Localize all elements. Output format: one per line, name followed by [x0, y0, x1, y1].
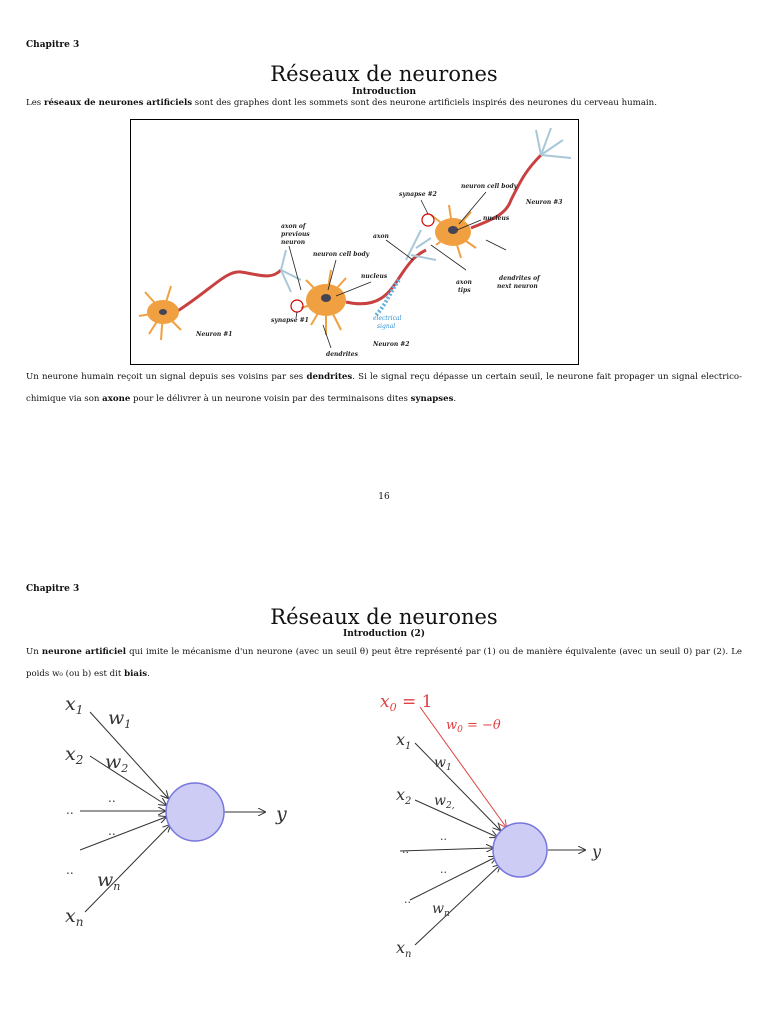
axon-tips-neuron1: [281, 250, 301, 292]
label-axon-tips-2: tips: [458, 287, 471, 294]
intro-text: Les: [26, 98, 44, 108]
neuron-node-1: [166, 783, 224, 841]
ellipsis-2: ..: [66, 803, 74, 817]
biological-neuron-illustration: [131, 120, 578, 364]
neuron-node-2: [493, 823, 547, 877]
artificial-neuron-paragraph: [26, 641, 742, 685]
label-nucleus-2: nucleus: [361, 273, 388, 280]
intro-paragraph: [26, 92, 742, 114]
ellipsis-1: ..: [108, 791, 116, 805]
ellipsis-3: ..: [108, 824, 116, 838]
ellipsis-2c: ..: [440, 863, 447, 876]
nucleus-neuron2: [321, 294, 331, 302]
label-axon-prev-3: neuron: [281, 239, 306, 246]
ellipsis-2d: ..: [404, 893, 411, 906]
intro-text-end: sont des graphes dont les sommets sont des neurone artificiels inspirés des neurones du cerveau humain.: [192, 98, 657, 108]
chapter-label-2: Chapitre 3: [26, 584, 80, 594]
perceptron-diagram-2: [360, 685, 650, 965]
label-nucleus-3: nucleus: [483, 215, 510, 222]
label-axon-tips-1: axon: [456, 279, 472, 286]
input-x2: $x_2$: [65, 743, 84, 767]
input-x1: $x_1$: [65, 693, 84, 717]
page-title: Réseaux de neurones: [270, 62, 498, 86]
ellipsis-2b: ..: [402, 843, 409, 856]
synapse2-marker: [422, 214, 434, 226]
p3-text-1: Un: [26, 647, 42, 657]
label-dendrites: dendrites: [326, 351, 358, 358]
term-dendrites: dendrites: [306, 372, 353, 382]
term-axone: axone: [102, 394, 131, 404]
chapter-label: Chapitre 3: [26, 40, 80, 50]
section-subtitle: Introduction: [351, 87, 417, 97]
input-xn: $x_n$: [65, 905, 84, 929]
perceptron-diagram-1: [40, 690, 340, 940]
ellipsis-2a: ..: [440, 830, 447, 843]
input-xn-2: $x_n$: [396, 938, 412, 960]
label-axon-prev-2: previous: [281, 231, 310, 238]
weight-w1: $w_1$: [108, 707, 132, 731]
page-title-2: Réseaux de neurones: [270, 605, 498, 629]
axon-neuron1: [176, 270, 281, 312]
label-axon: axon: [373, 233, 389, 240]
p2-text-3: pour le délivrer à un neurone voisin par des terminaisons dites: [130, 394, 411, 404]
term-synapses: synapses: [410, 394, 454, 404]
p2-text-2: . Si le signal reçu dépasse un certain seuil, le neurone fait propager un signal electrico-chimique via son: [26, 372, 742, 404]
label-synapse1: synapse #1: [271, 317, 309, 324]
term-biais: biais: [124, 669, 148, 679]
page-number: 16: [378, 492, 390, 502]
p3-text-2: qui imite le mécanisme d'un neurone (avec un seuil θ) peut être représenté par (1) ou de manière équivalente (avec un seuil 0) par (2). Le poids w₀ (ou b) est dit: [26, 647, 742, 679]
input-x2-2: $x_2$: [396, 785, 412, 807]
p3-text-end: .: [147, 669, 150, 679]
bias-weight-w0: $w_0 = -\theta$: [446, 718, 501, 735]
ellipsis-4: ..: [66, 863, 74, 877]
term-neurone-artificiel: neurone artificiel: [41, 647, 127, 657]
nucleus-neuron3: [448, 226, 458, 234]
output-y-2: y: [592, 842, 602, 861]
input-edges-2: [400, 743, 585, 945]
p2-text-1: Un neurone humain reçoit un signal depuis ses voisins par ses: [26, 372, 307, 382]
weight-wn-2: $w_n$: [432, 901, 450, 919]
synapse1-marker: [291, 300, 303, 312]
label-dendrites-next-2: next neuron: [497, 283, 538, 290]
neuron-figure: [130, 119, 579, 365]
section-subtitle-2: Introduction (2): [342, 629, 425, 639]
intro-bold-term: réseaux de neurones artificiels: [43, 98, 193, 108]
label-dendrites-next-1: dendrites of: [499, 275, 540, 282]
dendrites-paragraph: [26, 366, 742, 410]
figure-pointer-lines: [289, 192, 506, 348]
nucleus-neuron1: [159, 309, 167, 315]
weight-w2: $w_2$: [105, 751, 129, 775]
label-cell-body-3: neuron cell body: [461, 183, 518, 190]
p2-text-end: .: [453, 394, 457, 404]
output-y: y: [276, 803, 287, 825]
label-neuron3: Neuron #3: [526, 199, 563, 206]
label-axon-prev-1: axon of: [281, 223, 306, 230]
label-synapse2: synapse #2: [399, 191, 437, 198]
label-electrical-2: signal: [377, 323, 396, 330]
weight-w2-2: $w_{2,}$: [434, 793, 455, 811]
label-neuron1: Neuron #1: [196, 331, 233, 338]
label-cell-body-2: neuron cell body: [313, 251, 370, 258]
axon-tips-neuron3: [536, 128, 571, 158]
input-x1-2: $x_1$: [396, 730, 412, 752]
weight-wn: $w_n$: [97, 869, 121, 893]
bias-input-x0: $x_0 = 1$: [380, 692, 433, 714]
label-electrical-1: electrical: [373, 315, 402, 322]
label-neuron2: Neuron #2: [373, 341, 410, 348]
weight-w1-2: $w_1$: [434, 755, 452, 773]
